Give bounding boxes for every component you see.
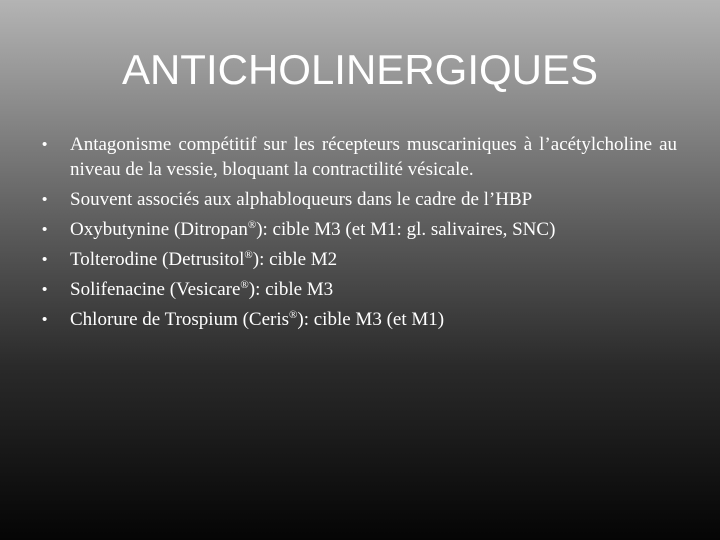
- bullet-icon: •: [42, 281, 48, 298]
- registered-mark: ®: [247, 219, 257, 231]
- bullet-text-pre: Chlorure de Trospium (Ceris: [70, 309, 290, 330]
- bullet-item: [40, 132, 677, 182]
- bullet-icon: •: [42, 136, 48, 153]
- bullet-item: [40, 247, 677, 272]
- bullet-text-post: ): cible M2: [252, 249, 338, 270]
- bullet-item: [40, 307, 677, 332]
- bullet-text-pre: Solifenacine (Vesicare: [70, 279, 241, 300]
- bullet-text-post: ): cible M3 (et M1): [297, 309, 445, 330]
- slide-title: ANTICHOLINERGIQUES: [121, 46, 599, 93]
- bullet-item: [40, 277, 677, 302]
- registered-mark: ®: [240, 279, 249, 291]
- registered-mark: ®: [289, 309, 298, 321]
- bullet-item: [40, 187, 677, 212]
- bullet-list: [40, 132, 677, 337]
- bullet-icon: •: [42, 221, 48, 238]
- bullet-text-post: ): cible M3 (et M1: gl. salivaires, SNC): [256, 219, 556, 240]
- bullet-text-pre: Oxybutynine (Ditropan: [70, 219, 248, 240]
- bullet-icon: •: [42, 251, 48, 268]
- bullet-text-post: ): cible M3: [248, 279, 334, 300]
- bullet-text-pre: Tolterodine (Detrusitol: [70, 249, 245, 270]
- registered-mark: ®: [244, 249, 253, 261]
- bullet-item: [40, 217, 677, 242]
- bullet-text: Antagonisme compétitif sur les récepteurs muscariniques à l’acétylcholine au niveau de la vessie, bloquant la contractilité vésicale.: [70, 134, 677, 180]
- bullet-icon: •: [42, 191, 48, 208]
- bullet-icon: •: [42, 311, 48, 328]
- bullet-text: Souvent associés aux alphabloqueurs dans le cadre de l’HBP: [70, 189, 533, 210]
